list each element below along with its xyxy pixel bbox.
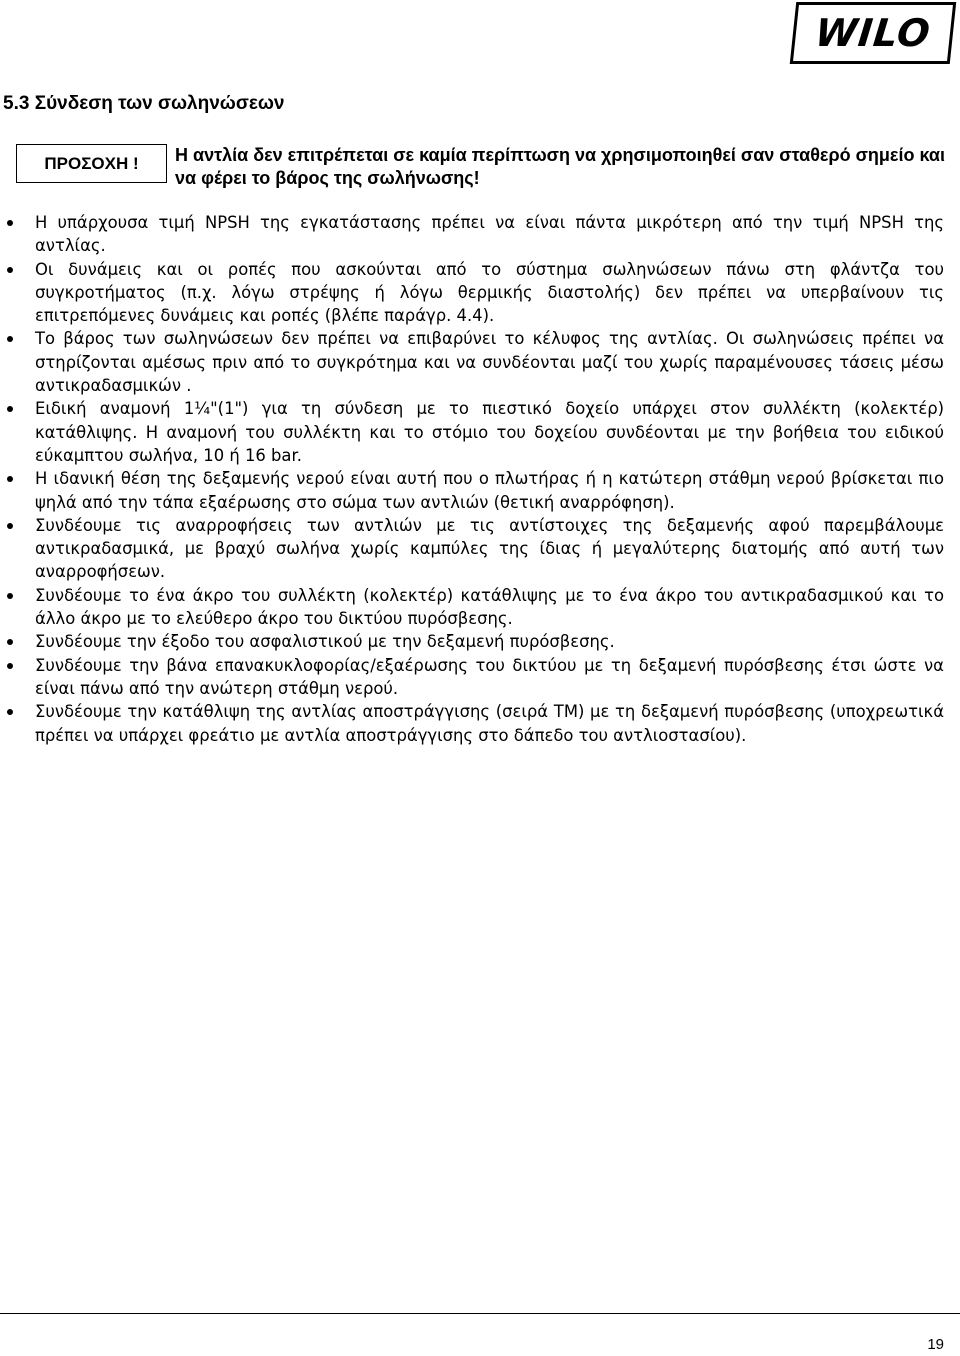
bullet-icon bbox=[7, 523, 13, 529]
bullet-icon bbox=[7, 663, 13, 669]
list-item bbox=[0, 700, 944, 747]
list-item bbox=[0, 514, 944, 584]
bullet-icon bbox=[7, 267, 13, 273]
list-item-text: Συνδέουμε την βάνα επανακυκλοφορίας/εξαέρωσης του δικτύου με τη δεξαμενή πυρόσβεσης έτσι ώστε να είναι πάνω από την ανώτερη στάθμη νερού. bbox=[35, 655, 944, 698]
list-item bbox=[0, 584, 944, 631]
list-item bbox=[0, 211, 944, 258]
list-item-text: Το βάρος των σωληνώσεων δεν πρέπει να επιβαρύνει το κέλυφος της αντλίας. Οι σωληνώσεις πρέπει να στηρίζονται αμέσως πριν από το συγκρότημα και να συνδέονται μαζί του χωρίς παραμένουσες τάσεις μέσω αντικραδασμικών . bbox=[35, 329, 944, 396]
list-item-text: Η ιδανική θέση της δεξαμενής νερού είναι αυτή που ο πλωτήρας ή η κατώτερη στάθμη νερού βρίσκεται πιο ψηλά από την τάπα εξαέρωσης στο σώμα των αντλιών (θετική αναρρόφηση). bbox=[35, 469, 944, 512]
warning-label: ΠΡΟΣΟΧΗ ! bbox=[44, 153, 139, 173]
list-item bbox=[0, 327, 944, 397]
wilo-logo bbox=[790, 2, 957, 64]
list-item-text: Η υπάρχουσα τιμή NPSH της εγκατάστασης πρέπει να είναι πάντα μικρότερη από την τιμή NPSH της αντλίας. bbox=[35, 213, 944, 256]
bullet-icon bbox=[7, 336, 13, 342]
warning-text: Η αντλία δεν επιτρέπεται σε καμία περίπτωση να χρησιμοποιηθεί σαν σταθερό σημείο και να φέρει το βάρος της σωλήνωσης! bbox=[175, 145, 945, 188]
list-item-text: Ειδική αναμονή 1¼"(1") για τη σύνδεση με το πιεστικό δοχείο υπάρχει στον συλλέκτη (κολεκτέρ) κατάθλιψης. Η αναμονή του συλλέκτη και το στόμιο του δοχείου συνδέονται με την βοήθεια του ειδικού εύκαμπτου σωλήνα, 10 ή 16 bar. bbox=[35, 399, 944, 465]
bullet-icon bbox=[7, 476, 13, 482]
bullet-icon bbox=[7, 593, 13, 599]
logo-text: WILO bbox=[813, 11, 933, 55]
list-item bbox=[0, 258, 944, 328]
list-item bbox=[0, 630, 944, 653]
warning-label-box bbox=[16, 144, 167, 183]
list-item-text: Συνδέουμε την κατάθλιψη της αντλίας αποστράγγισης (σειρά ΤΜ) με τη δεξαμενή πυρόσβεσης (υποχρεωτικά πρέπει να υπάρχει φρεάτιο με αντλία αποστράγγισης στο δάπεδο του αντλιοστασίου). bbox=[35, 702, 944, 745]
list-item-text: Οι δυνάμεις και οι ροπές που ασκούνται από το σύστημα σωληνώσεων πάνω στη φλάντζα του συγκροτήματος (π.χ. λόγω στρέψης ή λόγω θερμικής διαστολής) δεν πρέπει να υπερβαίνουν τις επιτρεπόμενες δυνάμεις και ροπές (βλέπε παράγρ. 4.4). bbox=[35, 259, 944, 326]
bullet-icon bbox=[7, 639, 13, 645]
list-item bbox=[0, 467, 944, 514]
list-item bbox=[0, 654, 944, 701]
section-heading: 5.3 Σύνδεση των σωληνώσεων bbox=[3, 93, 285, 114]
bullet-icon bbox=[7, 709, 13, 715]
list-item-text: Συνδέουμε την έξοδο του ασφαλιστικού με την δεξαμενή πυρόσβεσης. bbox=[35, 632, 615, 652]
list-item bbox=[0, 397, 944, 467]
list-item-text: Συνδέουμε το ένα άκρο του συλλέκτη (κολεκτέρ) κατάθλιψης με το ένα άκρο του αντικραδασμικού και το άλλο άκρο με το ελεύθερο άκρο του δικτύου πυρόσβεσης. bbox=[35, 585, 944, 629]
requirements-list bbox=[0, 211, 944, 747]
list-item-text: Συνδέουμε τις αναρροφήσεις των αντλιών με τις αντίστοιχες της δεξαμενής αφού παρεμβάλουμε αντικραδασμικά, με βραχύ σωλήνα χωρίς καμπύλες της ίδιας ή μεγαλύτερης διατομής από αυτή των αναρροφήσεων. bbox=[35, 515, 944, 582]
page-number: 19 bbox=[927, 1336, 944, 1353]
footer-divider bbox=[0, 1313, 960, 1314]
bullet-icon bbox=[7, 406, 13, 412]
bullet-icon bbox=[7, 220, 13, 226]
